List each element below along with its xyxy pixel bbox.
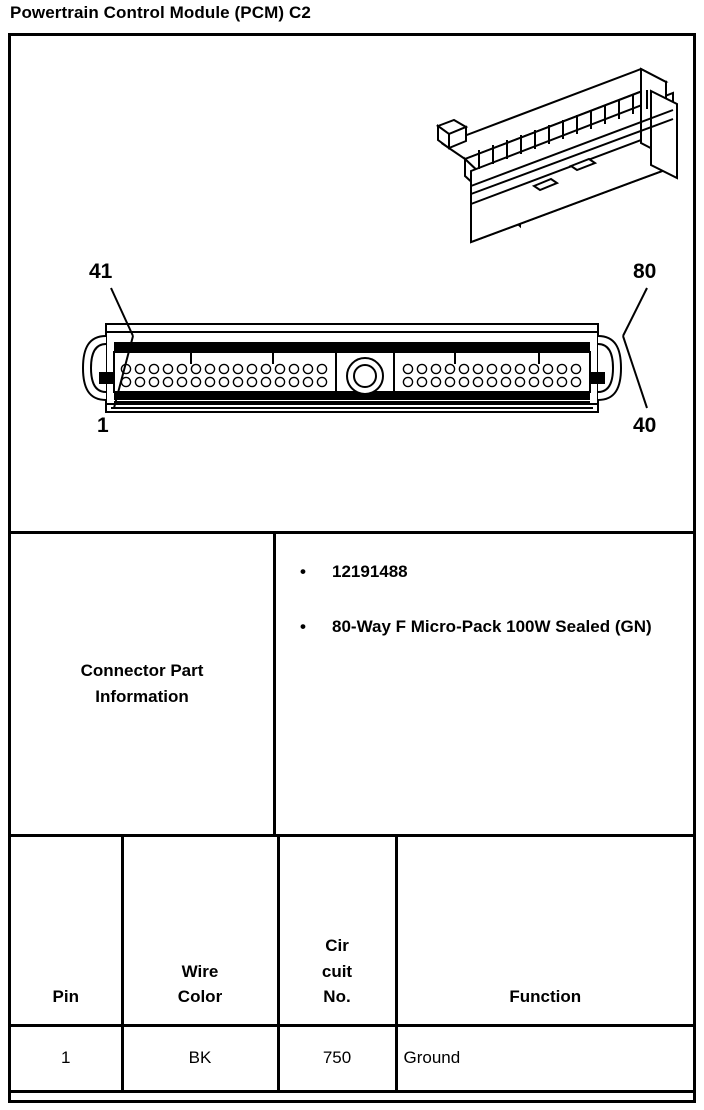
column-header-wire-color <box>122 837 278 1025</box>
column-header-function: Function <box>396 837 693 1025</box>
connector-part-information-value <box>276 534 693 834</box>
bullet-glyph-icon: • <box>300 562 306 581</box>
column-header-pin: Pin <box>11 837 122 1025</box>
connector-drawing <box>11 36 693 534</box>
column-header-wire-line-1: Wire <box>181 961 219 981</box>
column-header-wire-line-2: Color <box>177 987 223 1006</box>
connector-illustration <box>11 36 693 534</box>
cell-pin: 1 <box>11 1025 122 1091</box>
connector-part-information-label <box>11 534 276 834</box>
pin-table <box>11 837 693 1093</box>
pin-callout-40: 40 <box>633 414 657 437</box>
connector-face-view <box>83 324 621 412</box>
cell-function: Ground <box>396 1025 693 1091</box>
table-row <box>11 1025 693 1091</box>
column-header-circuit-line-3: No. <box>323 987 351 1006</box>
cpi-label-line-1: Connector Part <box>80 660 204 680</box>
cpi-label-line-2: Information <box>95 687 189 706</box>
column-header-circuit-line-1: Cir <box>325 936 349 955</box>
column-header-circuit-no <box>278 837 396 1025</box>
pin-callout-80: 80 <box>633 260 657 283</box>
content-frame <box>8 33 696 1103</box>
table-header-row <box>11 837 693 1025</box>
page-title: Powertrain Control Module (PCM) C2 <box>10 3 311 22</box>
connector-3d-view <box>438 69 677 242</box>
column-header-circuit-line-2: cuit <box>321 961 353 981</box>
pin-callout-41: 41 <box>89 260 113 283</box>
connector-part-information-row <box>11 534 693 837</box>
cpi-part-number: 12191488 <box>332 562 408 581</box>
bullet-glyph-icon-2: • <box>300 616 306 636</box>
cell-circuit-no: 750 <box>278 1025 396 1091</box>
cpi-bullet-part-number <box>294 560 677 585</box>
cpi-bullet-description <box>294 615 677 640</box>
pin-callout-1: 1 <box>97 414 109 437</box>
cpi-description: 80-Way F Micro-Pack 100W Sealed (GN) <box>332 616 652 636</box>
cell-wire-color: BK <box>122 1025 278 1091</box>
